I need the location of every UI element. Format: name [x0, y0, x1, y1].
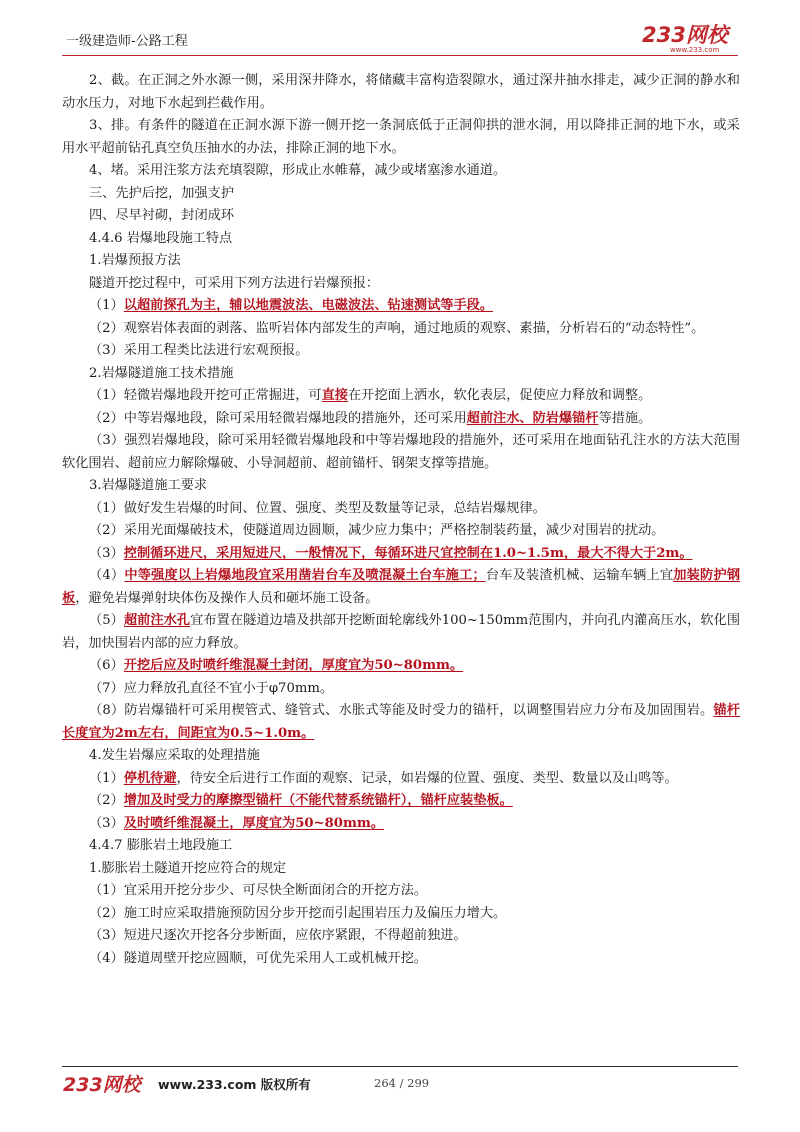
highlight-text: 增加及时受力的摩擦型锚杆（不能代替系统锚杆），锚杆应装垫板。: [123, 793, 513, 808]
highlight-text: 以超前探孔为主，辅以地震波法、电磁波法、钻速测试等手段。: [123, 298, 494, 313]
list-item-exc-1: （1）宜采用开挖分步少、可尽快全断面闭合的开挖方法。: [89, 883, 428, 898]
header-title: 一级建造师-公路工程: [66, 34, 188, 49]
list-item-forecast-2: （2）观察岩体表面的剥落、监听岩体内部发生的声响，通过地质的观察、素描，分析岩石的“动态特性”。: [89, 320, 705, 336]
paragraph-drain: 3、排。有条件的隧道在正洞水源下游一侧开挖一条洞底低于正洞仰拱的泄水洞，用以降排正洞的地下水，或采用水平超前钻孔真空负压抽水的办法，排除正洞的地下水。: [62, 118, 740, 156]
subheading-excavation: 1.膨胀岩土隧道开挖应符合的规定: [89, 860, 287, 876]
logo-url: www.233.com: [670, 46, 720, 54]
list-item-req-7: （7）应力释放孔直径不宜小于φ70mm。: [89, 680, 334, 696]
list-item-treat-2: （2）增加及时受力的摩擦型锚杆（不能代替系统锚杆），锚杆应装垫板。: [89, 793, 513, 808]
header-divider: [62, 55, 738, 56]
highlight-text: 中等强度以上岩爆地段宜采用凿岩台车及喷混凝土台车施工；: [124, 568, 486, 583]
list-item-treat-1: （1）停机待避，待安全后进行工作面的观察、记录，如岩爆的位置、强度、类型、数量以及山鸣等。: [89, 770, 678, 786]
highlight-text: 停机待避: [123, 770, 177, 786]
highlight-text: 超前注水孔: [123, 613, 191, 628]
list-item-exc-3: （3）短进尺逐次开挖各分步断面，应依序紧跟，不得超前独进。: [89, 928, 467, 943]
list-item-req-6: （6）开挖后应及时喷纤维混凝土封闭，厚度宜为50~80mm。: [89, 658, 464, 673]
list-item-req-5: （5）超前注水孔宜布置在隧道边墙及拱部开挖断面轮廓线外100~150mm范围内，并向孔内灌高压水，软化围岩，加快围岩内部的应力释放。: [62, 613, 741, 651]
highlight-text: 直接: [321, 388, 348, 403]
footer-logo-text: 233网校: [63, 1074, 141, 1096]
footer-logo: [62, 1070, 148, 1098]
highlight-text: 及时喷纤维混凝土，厚度宜为50~80mm。: [123, 815, 385, 831]
list-item-forecast-1: （1）以超前探孔为主，辅以地震波法、电磁波法、钻速测试等手段。: [89, 298, 494, 313]
list-item-req-1: （1）做好发生岩爆的时间、位置、强度、类型及数量等记录，总结岩爆规律。: [89, 500, 546, 516]
list-item-measures-2: （2）中等岩爆地段，除可采用轻微岩爆地段的措施外，还可采用超前注水、防岩爆锚杆等措施。: [89, 410, 652, 426]
highlight-text: 开挖后应及时喷纤维混凝土封闭，厚度宜为50~80mm。: [123, 658, 464, 673]
section-heading-rockburst: 4.4.6 岩爆地段施工特点: [89, 230, 233, 246]
logo-text: 233网校: [642, 23, 728, 47]
highlight-text: 控制循环进尺，采用短进尺，一般情况下，每循环进尺宜控制在1.0~1.5m，最大不得大于2m。: [123, 545, 693, 561]
paragraph-intercept: 2、截。在正洞之外水源一侧，采用深井降水，将储藏丰富构造裂隙水，通过深井抽水排走，减少正洞的静水和动水压力，对地下水起到拦截作用。: [62, 73, 740, 111]
highlight-text: 锚杆长度宜为2m左右，间距宜为0.5~1.0m。: [62, 703, 740, 741]
paragraph-forecast-intro: 隧道开挖过程中，可采用下列方法进行岩爆预报：: [89, 275, 380, 291]
footer-divider: [62, 1066, 738, 1067]
list-item-req-3: （3）控制循环进尺，采用短进尺，一般情况下，每循环进尺宜控制在1.0~1.5m，最大不得大于2m。: [89, 545, 693, 561]
section-heading-expansive: 4.4.7 膨胀岩土地段施工: [89, 838, 233, 853]
list-item-measures-1: （1）轻微岩爆地段开挖可正常掘进，可直接在开挖面上洒水，软化表层，促使应力释放和调整。: [89, 388, 652, 403]
list-item-exc-2: （2）施工时应采取措施预防因分步开挖而引起围岩压力及偏压力增大。: [89, 905, 507, 921]
document-body: [62, 70, 740, 970]
page-number: 264 / 299: [374, 1076, 430, 1090]
footer-copyright: www.233.com 版权所有: [158, 1077, 311, 1092]
list-item-req-2: （2）采用光面爆破技术，使隧道周边圆顺，减少应力集中；严格控制装药量，减少对围岩的扰动。: [89, 523, 665, 538]
list-item-req-4: （4）中等强度以上岩爆地段宜采用凿岩台车及喷混凝土台车施工；台车及装渣机械、运输车辆上宜加装防护钢板，避免岩爆弹射块体伤及操作人员和砸坏施工设备。: [62, 568, 741, 606]
heading-lining-early: 四、尽早衬砌，封闭成环: [89, 208, 235, 223]
subheading-measures: 2.岩爆隧道施工技术措施: [89, 365, 234, 381]
list-item-treat-3: （3）及时喷纤维混凝土，厚度宜为50~80mm。: [89, 815, 385, 831]
highlight-text: 超前注水、防岩爆锚杆: [466, 410, 599, 426]
subheading-forecast: 1.岩爆预报方法: [89, 253, 181, 268]
list-item-req-8: （8）防岩爆锚杆可采用楔管式、缝管式、水胀式等能及时受力的锚杆，以调整围岩应力分布及加固围岩。锚杆长度宜为2m左右，间距宜为0.5~1.0m。: [62, 703, 740, 741]
heading-support-first: 三、先护后挖，加强支护: [89, 185, 235, 201]
brand-logo: [640, 22, 740, 54]
list-item-exc-4: （4）隧道周壁开挖应圆顺，可优先采用人工或机械开挖。: [89, 950, 428, 966]
list-item-forecast-3: （3）采用工程类比法进行宏观预报。: [89, 343, 309, 358]
highlight-text: 加装防护钢板: [62, 568, 741, 606]
subheading-requirements: 3.岩爆隧道施工要求: [89, 478, 208, 493]
subheading-treatment: 4.发生岩爆应采取的处理措施: [89, 748, 260, 763]
paragraph-block: 4、堵。采用注浆方法充填裂隙，形成止水帷幕，减少或堵塞渗水通道。: [89, 163, 507, 178]
list-item-measures-3: （3）强烈岩爆地段，除可采用轻微岩爆地段和中等岩爆地段的措施外，还可采用在地面钻孔注水的方法大范围软化围岩、超前应力解除爆破、小导洞超前、超前锚杆、钢架支撑等措施。: [62, 433, 740, 471]
